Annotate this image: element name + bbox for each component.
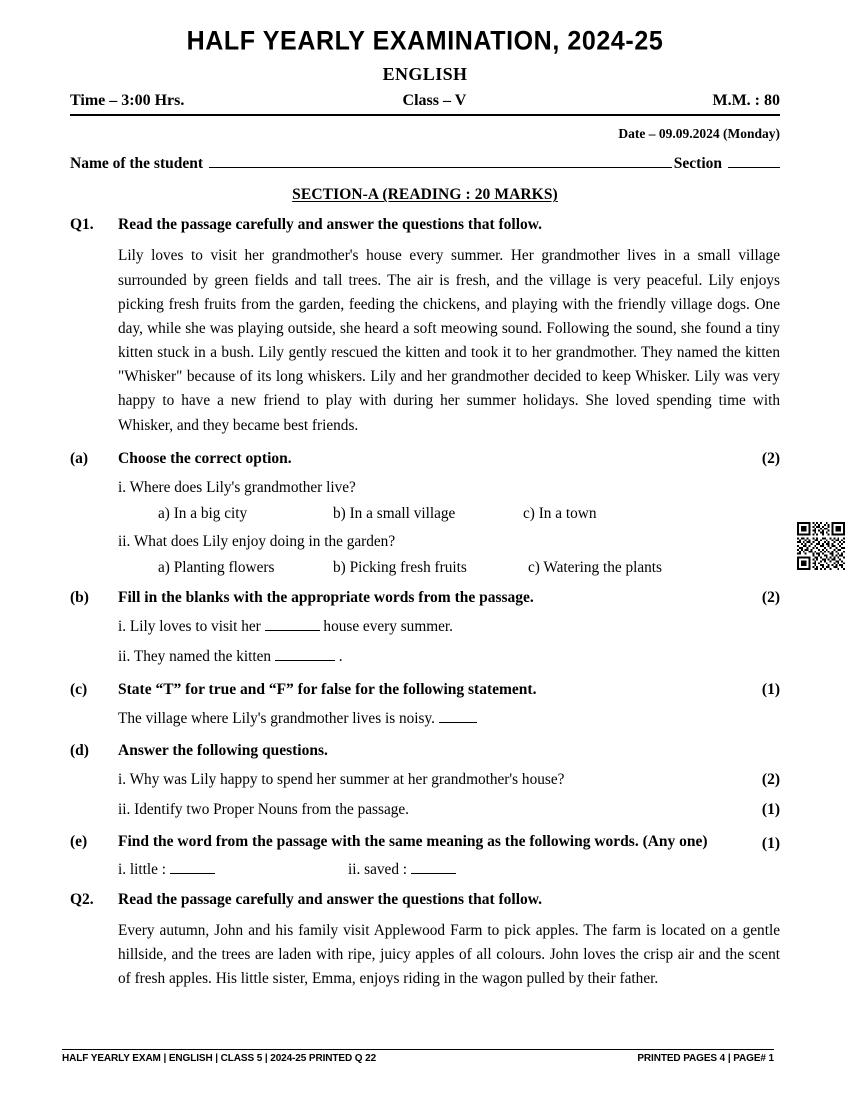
part-d xyxy=(70,741,780,761)
passage-q1: Lily loves to visit her grandmother's house every summer. Her grandmother lives in a small village surrounded by green fields and tall trees. The air is fresh, and the village is very peaceful. Lily enjoys picking fresh fruits from the garden, feeding the chickens, and playing with the friendly village dogs. One day, while she was playing outside, she heard a soft meowing sound. Following the sound, she found a tiny kitten stuck in a bush. Lily gently rescued the kitten and took it to her grandmother. They named the kitten "Whisker" because of its long whiskers. Lily and her grandmother decided to keep Whisker. Lily was very happy to have a new friend to play with during her summer holidays. She loved spending time with Whisker, and they became best friends. xyxy=(118,247,780,434)
exam-date: Date – 09.09.2024 (Monday) xyxy=(618,126,780,142)
part-e-text: Find the word from the passage with the same meaning as the following words. (Any one) xyxy=(118,833,708,851)
footer-left-text: HALF YEARLY EXAM | ENGLISH | CLASS 5 | 2024-25 PRINTED Q 22 xyxy=(62,1053,377,1064)
subject-title: ENGLISH xyxy=(382,63,468,84)
part-d-item-1-marks: (2) xyxy=(761,771,780,789)
exam-time: Time – 3:00 Hrs. xyxy=(70,92,185,110)
question-q1-label: Q1. xyxy=(70,216,94,234)
part-e-item-1-label: i. little : xyxy=(118,860,167,878)
part-a-item-1-options xyxy=(118,505,780,523)
exam-class: Class – V xyxy=(402,92,467,110)
part-c-item-1 xyxy=(118,708,780,730)
part-a-text: Choose the correct option. xyxy=(118,449,292,467)
part-d-item-2-marks: (1) xyxy=(761,801,780,819)
part-c-marks: (1) xyxy=(761,680,780,698)
footer-divider xyxy=(62,1049,774,1050)
part-b-text: Fill in the blanks with the appropriate words from the passage. xyxy=(118,589,534,607)
student-name-label: Name of the student xyxy=(70,155,204,173)
part-d-text: Answer the following questions. xyxy=(118,741,328,759)
part-e xyxy=(70,832,780,852)
part-a-item-2-stem: ii. What does Lily enjoy doing in the garden? xyxy=(118,533,396,550)
exam-max-marks: M.M. : 80 xyxy=(712,92,780,110)
part-b-marks: (2) xyxy=(761,589,780,607)
part-a-label: (a) xyxy=(70,449,89,467)
part-d-label: (d) xyxy=(70,741,89,759)
part-d-item-2 xyxy=(118,799,780,821)
question-q2 xyxy=(70,890,780,910)
part-c-text: State “T” for true and “F” for false for the following statement. xyxy=(118,680,537,698)
section-a-heading: SECTION-A (READING : 20 MARKS) xyxy=(292,186,558,204)
section-field[interactable] xyxy=(728,155,780,168)
student-name-row xyxy=(70,155,780,173)
qr-code-icon xyxy=(797,522,845,570)
part-b-item-1-blank[interactable] xyxy=(265,619,320,631)
passage-q2: Every autumn, John and his family visit Applewood Farm to pick apples. The farm is located on a gentle hillside, and the trees are laden with ripe, juicy apples of all colours. John loves the crisp air and the scent of fresh apples. His little sister, Emma, enjoys riding in the wagon pulled by their father. xyxy=(118,921,780,988)
part-b-item-2-post: . xyxy=(338,648,343,666)
part-b-item-1-post: house every summer. xyxy=(323,618,453,636)
part-d-item-2-text: ii. Identify two Proper Nouns from the passage. xyxy=(118,801,410,819)
part-e-item-2-blank[interactable] xyxy=(411,862,456,874)
header-divider xyxy=(70,114,780,116)
student-name-field[interactable] xyxy=(209,155,672,168)
part-c-item-1-statement: The village where Lily's grandmother lives is noisy. xyxy=(118,709,435,727)
part-d-item-1-text: i. Why was Lily happy to spend her summer at her grandmother's house? xyxy=(118,771,565,789)
question-q1-text: Read the passage carefully and answer the questions that follow. xyxy=(118,216,542,234)
exam-meta-row xyxy=(70,92,780,113)
part-e-item-1-blank[interactable] xyxy=(170,862,215,874)
option-placeholder xyxy=(118,505,158,523)
part-e-label: (e) xyxy=(70,833,88,851)
option-placeholder xyxy=(118,559,158,577)
part-b-item-2-blank[interactable] xyxy=(275,649,335,661)
part-b-item-1 xyxy=(118,616,780,638)
exam-title: HALF YEARLY EXAMINATION, 2024-25 xyxy=(186,26,664,56)
section-label: Section xyxy=(673,155,722,173)
part-b-item-2 xyxy=(118,646,780,668)
part-a-item-2-option-c[interactable]: c) Watering the plants xyxy=(528,559,662,577)
part-c-item-1-blank[interactable] xyxy=(439,711,477,723)
part-a xyxy=(70,449,780,469)
part-a-item-2-option-b[interactable]: b) Picking fresh fruits xyxy=(333,559,467,577)
part-a-marks: (2) xyxy=(761,449,780,467)
part-e-item-1 xyxy=(118,861,348,879)
question-q1 xyxy=(70,215,780,235)
part-e-items xyxy=(118,861,780,879)
question-q2-label: Q2. xyxy=(70,890,94,908)
question-q2-text: Read the passage carefully and answer the questions that follow. xyxy=(118,890,542,908)
part-a-item-1-option-a[interactable]: a) In a big city xyxy=(158,505,248,522)
part-e-item-2-label: ii. saved : xyxy=(348,860,408,878)
page-content xyxy=(70,0,780,991)
part-b-label: (b) xyxy=(70,589,89,607)
part-d-item-1 xyxy=(118,769,780,791)
part-b-item-1-pre: i. Lily loves to visit her xyxy=(118,618,261,636)
part-c xyxy=(70,680,780,700)
part-a-item-1-stem: i. Where does Lily's grandmother live? xyxy=(118,478,356,496)
part-b-item-2-pre: ii. They named the kitten xyxy=(118,648,272,666)
part-e-marks: (1) xyxy=(761,834,780,852)
part-a-item-2-option-a[interactable]: a) Planting flowers xyxy=(158,559,275,577)
page-footer xyxy=(62,1053,774,1064)
part-b xyxy=(70,588,780,608)
part-a-item-1-option-c[interactable]: c) In a town xyxy=(523,505,597,522)
part-e-item-2 xyxy=(348,861,456,879)
part-a-item-2-options xyxy=(118,559,780,577)
part-a-item-1-option-b[interactable]: b) In a small village xyxy=(333,505,456,522)
footer-right-text: PRINTED PAGES 4 | PAGE# 1 xyxy=(637,1053,774,1064)
part-c-label: (c) xyxy=(70,680,88,698)
